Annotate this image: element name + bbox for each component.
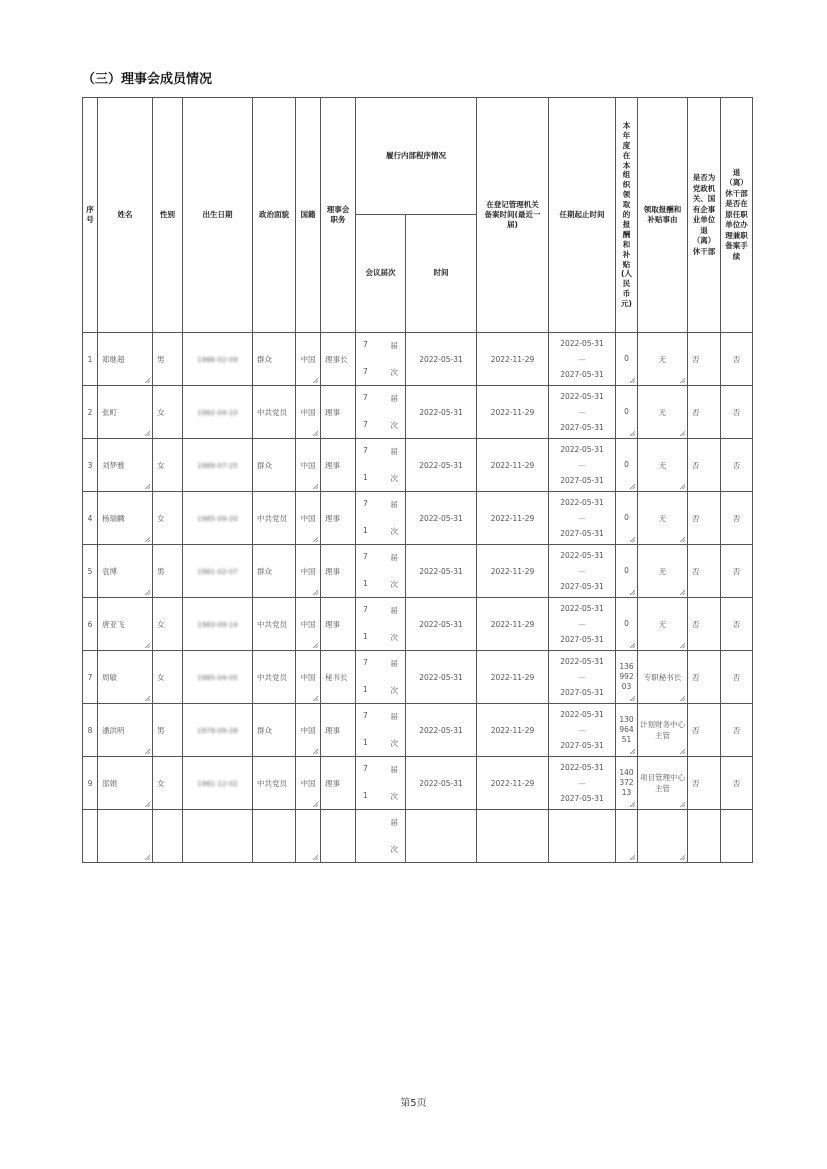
cell-meeting[interactable]: 7 届 1 次 xyxy=(356,439,406,492)
cell-pay[interactable]: 0 xyxy=(616,386,638,439)
cell-retired-filing[interactable]: 否 xyxy=(721,598,753,651)
cell-time[interactable]: 2022-05-31 xyxy=(406,545,477,598)
cell-birth[interactable]: 1985-04-05 xyxy=(183,651,253,704)
cell-pay[interactable]: 14037213 xyxy=(616,757,638,810)
cell-politics[interactable]: 中共党员 xyxy=(253,598,296,651)
table-row xyxy=(83,757,753,810)
cell-nationality[interactable]: 中国 xyxy=(296,545,321,598)
cell-birth[interactable]: 1985-09-20 xyxy=(183,492,253,545)
cell-name[interactable]: 唐亚飞 xyxy=(98,598,153,651)
cell-politics[interactable]: 群众 xyxy=(253,545,296,598)
cell-filing[interactable] xyxy=(477,810,549,863)
cell-politics[interactable]: 群众 xyxy=(253,704,296,757)
cell-gender[interactable]: 男 xyxy=(153,545,183,598)
cell-politics[interactable]: 中共党员 xyxy=(253,757,296,810)
cell-seq: 3 xyxy=(83,439,98,492)
cell-retired-official[interactable]: 否 xyxy=(688,704,721,757)
cell-filing[interactable]: 2022-11-29 xyxy=(477,386,549,439)
cell-retired-filing[interactable] xyxy=(721,810,753,863)
cell-gender[interactable]: 男 xyxy=(153,333,183,386)
cell-name[interactable]: 潘洪明 xyxy=(98,704,153,757)
section-title: （三）理事会成员情况 xyxy=(82,72,213,87)
header-procedure: 履行内部程序情况 xyxy=(356,98,477,215)
cell-gender[interactable]: 男 xyxy=(153,704,183,757)
cell-filing[interactable]: 2022-11-29 xyxy=(477,757,549,810)
cell-politics[interactable]: 中共党员 xyxy=(253,492,296,545)
cell-retired-filing[interactable]: 否 xyxy=(721,333,753,386)
cell-pay[interactable]: 0 xyxy=(616,492,638,545)
table-row xyxy=(83,545,753,598)
cell-retired-official[interactable]: 否 xyxy=(688,439,721,492)
table-row xyxy=(83,492,753,545)
cell-birth[interactable]: 1981-12-02 xyxy=(183,757,253,810)
cell-pay[interactable]: 0 xyxy=(616,333,638,386)
cell-meeting[interactable]: 7 届 1 次 xyxy=(356,545,406,598)
cell-filing[interactable]: 2022-11-29 xyxy=(477,492,549,545)
table-row xyxy=(83,651,753,704)
header-name: 姓名 xyxy=(98,98,153,333)
cell-position[interactable]: 理事 xyxy=(321,439,356,492)
cell-term[interactable]: 2022-05-31 — 2027-05-31 xyxy=(549,651,616,704)
cell-filing[interactable]: 2022-11-29 xyxy=(477,439,549,492)
cell-pay-reason[interactable]: 项目管理中心主管 xyxy=(638,757,688,810)
cell-filing[interactable]: 2022-11-29 xyxy=(477,598,549,651)
header-retired-official: 是否为 党政机 关、国 有企事 业单位 退 （离） 休干部 xyxy=(688,98,721,333)
cell-retired-official[interactable]: 否 xyxy=(688,492,721,545)
cell-name[interactable] xyxy=(98,810,153,863)
board-members-table xyxy=(82,97,753,863)
cell-term[interactable]: 2022-05-31 — 2027-05-31 xyxy=(549,439,616,492)
cell-position[interactable]: 理事 xyxy=(321,704,356,757)
cell-pay-reason[interactable]: 无 xyxy=(638,386,688,439)
cell-seq xyxy=(83,810,98,863)
cell-meeting[interactable]: 7 届 1 次 xyxy=(356,651,406,704)
cell-retired-official[interactable]: 否 xyxy=(688,651,721,704)
cell-pay[interactable]: 0 xyxy=(616,598,638,651)
cell-pay[interactable] xyxy=(616,810,638,863)
cell-name[interactable]: 邵娟 xyxy=(98,757,153,810)
header-pay-reason: 领取报酬和 补贴事由 xyxy=(638,98,688,333)
cell-filing[interactable]: 2022-11-29 xyxy=(477,333,549,386)
cell-term[interactable]: 2022-05-31 — 2027-05-31 xyxy=(549,386,616,439)
cell-gender[interactable] xyxy=(153,810,183,863)
table-row xyxy=(83,333,753,386)
cell-name[interactable]: 杨瑞麟 xyxy=(98,492,153,545)
cell-nationality[interactable]: 中国 xyxy=(296,386,321,439)
cell-nationality[interactable]: 中国 xyxy=(296,333,321,386)
cell-retired-official[interactable]: 否 xyxy=(688,386,721,439)
cell-meeting[interactable]: 7 届 1 次 xyxy=(356,492,406,545)
cell-gender[interactable]: 女 xyxy=(153,492,183,545)
header-nationality: 国籍 xyxy=(296,98,321,333)
cell-time[interactable] xyxy=(406,810,477,863)
cell-nationality[interactable]: 中国 xyxy=(296,757,321,810)
cell-seq: 2 xyxy=(83,386,98,439)
table-row xyxy=(83,439,753,492)
cell-position[interactable]: 理事长 xyxy=(321,333,356,386)
cell-time[interactable]: 2022-05-31 xyxy=(406,492,477,545)
cell-birth[interactable]: 1986-02-09 xyxy=(183,333,253,386)
cell-position[interactable]: 理事 xyxy=(321,545,356,598)
cell-name[interactable]: 周敏 xyxy=(98,651,153,704)
cell-retired-official[interactable]: 否 xyxy=(688,757,721,810)
cell-nationality[interactable]: 中国 xyxy=(296,651,321,704)
header-seq: 序 号 xyxy=(83,98,98,333)
cell-gender[interactable]: 女 xyxy=(153,439,183,492)
header-politics: 政治面貌 xyxy=(253,98,296,333)
cell-meeting[interactable]: 7 届 7 次 xyxy=(356,333,406,386)
header-retired-filing: 退 （离） 休干部 是否在 原任职 单位办 理兼职 备案手 续 xyxy=(721,98,753,333)
cell-name[interactable]: 袁博 xyxy=(98,545,153,598)
cell-filing[interactable]: 2022-11-29 xyxy=(477,651,549,704)
table-row-empty xyxy=(83,810,753,863)
cell-gender[interactable]: 女 xyxy=(153,598,183,651)
cell-position[interactable]: 理事 xyxy=(321,598,356,651)
cell-nationality[interactable]: 中国 xyxy=(296,704,321,757)
cell-politics[interactable] xyxy=(253,810,296,863)
cell-meeting[interactable]: 7 届 1 次 xyxy=(356,704,406,757)
cell-seq: 5 xyxy=(83,545,98,598)
cell-seq: 4 xyxy=(83,492,98,545)
cell-meeting[interactable]: 7 届 1 次 xyxy=(356,757,406,810)
cell-term[interactable] xyxy=(549,810,616,863)
cell-term[interactable]: 2022-05-31 — 2027-05-31 xyxy=(549,704,616,757)
cell-term[interactable]: 2022-05-31 — 2027-05-31 xyxy=(549,545,616,598)
cell-filing[interactable]: 2022-11-29 xyxy=(477,545,549,598)
cell-nationality[interactable]: 中国 xyxy=(296,598,321,651)
cell-birth[interactable] xyxy=(183,810,253,863)
table-row xyxy=(83,704,753,757)
cell-politics[interactable]: 群众 xyxy=(253,439,296,492)
page-number: 第5页 xyxy=(400,1098,427,1109)
cell-gender[interactable]: 女 xyxy=(153,386,183,439)
cell-filing[interactable]: 2022-11-29 xyxy=(477,704,549,757)
cell-time[interactable]: 2022-05-31 xyxy=(406,439,477,492)
cell-politics[interactable]: 中共党员 xyxy=(253,386,296,439)
cell-birth[interactable]: 1983-09-14 xyxy=(183,598,253,651)
cell-name[interactable]: 刘梦雅 xyxy=(98,439,153,492)
header-filing: 在登记管理机关 备案时间(最近一 届) xyxy=(477,98,549,333)
cell-term[interactable]: 2022-05-31 — 2027-05-31 xyxy=(549,598,616,651)
cell-time[interactable]: 2022-05-31 xyxy=(406,598,477,651)
cell-pay-reason[interactable]: 专职秘书长 xyxy=(638,651,688,704)
cell-position[interactable]: 理事 xyxy=(321,386,356,439)
cell-time[interactable]: 2022-05-31 xyxy=(406,333,477,386)
cell-time[interactable]: 2022-05-31 xyxy=(406,386,477,439)
cell-pay[interactable]: 0 xyxy=(616,545,638,598)
cell-politics[interactable]: 群众 xyxy=(253,333,296,386)
cell-birth[interactable]: 1979-09-28 xyxy=(183,704,253,757)
header-birth: 出生日期 xyxy=(183,98,253,333)
cell-retired-filing[interactable]: 否 xyxy=(721,439,753,492)
cell-retired-filing[interactable]: 否 xyxy=(721,651,753,704)
cell-nationality[interactable]: 中国 xyxy=(296,492,321,545)
cell-pay-reason[interactable]: 计划财务中心主管 xyxy=(638,704,688,757)
cell-term[interactable]: 2022-05-31 — 2027-05-31 xyxy=(549,492,616,545)
table-row xyxy=(83,386,753,439)
cell-birth[interactable]: 1989-07-25 xyxy=(183,439,253,492)
cell-term[interactable]: 2022-05-31 — 2027-05-31 xyxy=(549,333,616,386)
cell-retired-filing[interactable]: 否 xyxy=(721,386,753,439)
cell-nationality[interactable] xyxy=(296,810,321,863)
cell-pay[interactable]: 13699203 xyxy=(616,651,638,704)
cell-gender[interactable]: 女 xyxy=(153,651,183,704)
cell-seq: 8 xyxy=(83,704,98,757)
cell-nationality[interactable]: 中国 xyxy=(296,439,321,492)
cell-retired-filing[interactable]: 否 xyxy=(721,492,753,545)
cell-gender[interactable]: 女 xyxy=(153,757,183,810)
cell-position[interactable] xyxy=(321,810,356,863)
cell-time[interactable]: 2022-05-31 xyxy=(406,651,477,704)
cell-meeting[interactable]: 届 次 xyxy=(356,810,406,863)
cell-pay-reason[interactable]: 无 xyxy=(638,545,688,598)
cell-retired-filing[interactable]: 否 xyxy=(721,704,753,757)
cell-time[interactable]: 2022-05-31 xyxy=(406,704,477,757)
cell-politics[interactable]: 中共党员 xyxy=(253,651,296,704)
cell-position[interactable]: 理事 xyxy=(321,757,356,810)
cell-seq: 9 xyxy=(83,757,98,810)
cell-pay-reason[interactable]: 无 xyxy=(638,439,688,492)
cell-meeting[interactable]: 7 届 1 次 xyxy=(356,598,406,651)
cell-retired-official[interactable]: 否 xyxy=(688,333,721,386)
table-row xyxy=(83,598,753,651)
header-position: 理事会 职务 xyxy=(321,98,356,333)
cell-pay-reason[interactable]: 无 xyxy=(638,333,688,386)
cell-pay[interactable]: 13096451 xyxy=(616,704,638,757)
cell-birth[interactable]: 1981-02-07 xyxy=(183,545,253,598)
cell-position[interactable]: 秘书长 xyxy=(321,651,356,704)
cell-seq: 6 xyxy=(83,598,98,651)
cell-pay-reason[interactable]: 无 xyxy=(638,598,688,651)
cell-meeting[interactable]: 7 届 7 次 xyxy=(356,386,406,439)
cell-term[interactable]: 2022-05-31 — 2027-05-31 xyxy=(549,757,616,810)
header-gender: 性别 xyxy=(153,98,183,333)
cell-retired-official[interactable] xyxy=(688,810,721,863)
cell-name[interactable]: 张町 xyxy=(98,386,153,439)
cell-time[interactable]: 2022-05-31 xyxy=(406,757,477,810)
cell-pay-reason[interactable] xyxy=(638,810,688,863)
cell-retired-official[interactable]: 否 xyxy=(688,545,721,598)
header-time: 时间 xyxy=(406,215,477,333)
header-meeting: 会议届次 xyxy=(356,215,406,333)
cell-seq: 7 xyxy=(83,651,98,704)
cell-birth[interactable]: 1982-04-10 xyxy=(183,386,253,439)
cell-retired-filing[interactable]: 否 xyxy=(721,545,753,598)
cell-retired-filing[interactable]: 否 xyxy=(721,757,753,810)
cell-position[interactable]: 理事 xyxy=(321,492,356,545)
cell-pay-reason[interactable]: 无 xyxy=(638,492,688,545)
header-term: 任期起止时间 xyxy=(549,98,616,333)
cell-retired-official[interactable]: 否 xyxy=(688,598,721,651)
cell-pay[interactable]: 0 xyxy=(616,439,638,492)
cell-seq: 1 xyxy=(83,333,98,386)
header-pay: 本 年 度 在 本 组 织 领 取 的 报 酬 和 补 贴 (人 民 币 元) xyxy=(616,98,638,333)
cell-name[interactable]: 郑继超 xyxy=(98,333,153,386)
